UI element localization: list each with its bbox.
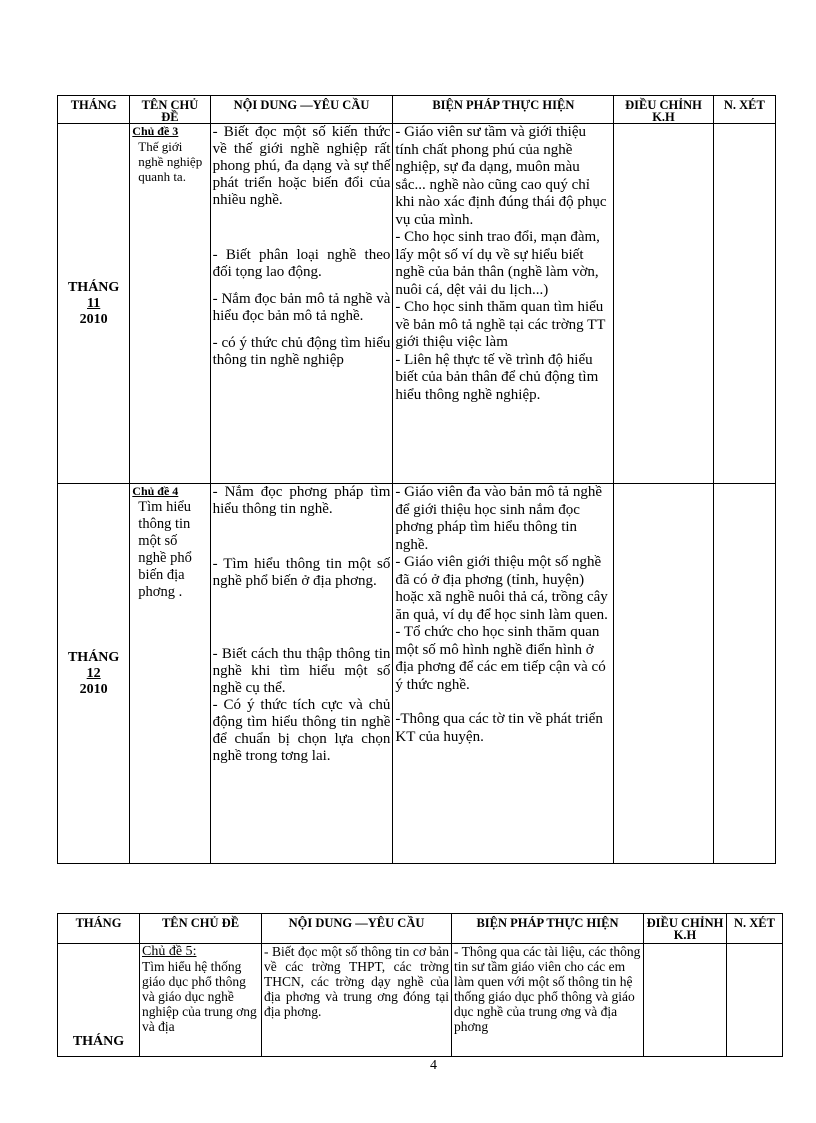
measure-item: - Giáo viên đa vào bản mô tả nghề để giới thiệu học sinh nắm đọc phơng pháp tìm hiểu thông tin nghề. <box>395 484 602 553</box>
review-cell <box>727 944 783 1057</box>
header-topic: TÊN CHỦ ĐỀ <box>140 914 262 944</box>
header-review: N. XÉT <box>727 914 783 944</box>
month-number: 12 <box>86 665 101 681</box>
measure-item: - Cho học sinh thăm quan tìm hiểu về bản mô tả nghề tại các trờng TT giới thiệu việc làm <box>395 299 606 350</box>
topic-title: Chủ đề 4 <box>132 484 179 498</box>
measures-cell <box>452 944 644 1057</box>
adjust-cell <box>614 124 713 484</box>
year: 2010 <box>79 681 108 697</box>
topic-name: Thế giới nghề nghiệp quanh ta. <box>138 139 203 184</box>
measures-cell <box>393 124 614 484</box>
measure-item: - Cho học sinh trao đổi, mạn đàm, lấy một số ví dụ về sự hiểu biết nghề của bản thân (nghề làm vờn, nuôi cá, dệt vải du lịch...) <box>395 229 600 298</box>
month-cell <box>58 124 130 484</box>
year: 2010 <box>79 311 108 327</box>
content-item: - Tìm hiểu thông tin một số nghề phổ biến ở địa phơng. <box>212 556 391 589</box>
topic-title: Chủ đề 3 <box>132 124 179 138</box>
content-item: - Biết đọc một số thông tin cơ bản về các trờng THPT, các trờng THCN, các trờng dạy nghề của địa phơng và trung ơng đóng tại địa phơng. <box>264 944 449 1019</box>
header-measures: BIỆN PHÁP THỰC HIỆN <box>393 96 614 124</box>
review-cell <box>713 484 775 864</box>
content-cell <box>210 484 393 864</box>
measure-item: - Tổ chức cho học sinh thăm quan một số mô hình nghề điển hình ở địa phơng để các em tiếp cận và có ý thức nghề. <box>395 624 606 693</box>
header-month: THÁNG <box>58 914 140 944</box>
header-adjust: ĐIỀU CHỈNH K.H <box>644 914 727 944</box>
table-row <box>58 944 783 1057</box>
content-item: - Nắm đọc bản mô tả nghề và hiểu đọc bản mô tả nghề. <box>212 291 391 324</box>
header-adjust: ĐIỀU CHỈNH K.H <box>614 96 713 124</box>
topic-title: Chủ đề 5: <box>142 944 197 959</box>
page-number: 4 <box>430 1058 437 1073</box>
header-content: NỘI DUNG —YÊU CẦU <box>210 96 393 124</box>
table-header-row <box>58 96 776 124</box>
table-header-row <box>58 914 783 944</box>
header-content: NỘI DUNG —YÊU CẦU <box>262 914 452 944</box>
review-cell <box>713 124 775 484</box>
content-cell <box>210 124 393 484</box>
measure-item: - Thông qua các tài liệu, các thông tin sư tầm giáo viên cho các em làm quen với một số thông tin hệ thống giáo dục phổ thông và giáo dục nghề của trung ơng và địa phơng <box>454 944 641 1034</box>
measure-item: - Giáo viên sư tầm và giới thiệu tính chất phong phú của nghề nghiệp, sự đa dạng, muôn màu sắc... nghề nào cũng cao quý chỉ khi nào xác định đúng thái độ phục vụ của mình. <box>395 124 607 228</box>
topic-cell <box>140 944 262 1057</box>
topic-cell <box>130 484 210 864</box>
content-cell <box>262 944 452 1057</box>
month-label: THÁNG <box>72 1034 125 1049</box>
table-row <box>58 124 776 484</box>
month-cell <box>58 484 130 864</box>
measure-item: -Thông qua các tờ tin về phát triển KT của huyện. <box>395 711 603 745</box>
content-item: - Có ý thức tích cực và chủ động tìm hiểu thông tin nghề để chuẩn bị chọn lựa chọn nghề trong tơng lai. <box>212 697 391 764</box>
header-review: N. XÉT <box>713 96 775 124</box>
content-item: - Biết đọc một số kiến thức về thế giới nghề nghiệp rất phong phú, đa dạng và sự thế phát triển hoặc biến đổi của nhiều nghề. <box>212 124 391 208</box>
measure-item: - Giáo viên giới thiệu một số nghề đã có ở địa phơng (tỉnh, huyện) hoặc xã nghề nuôi thả cá, trồng cây ăn quả, ví dụ để học sinh làm quen. <box>395 554 608 623</box>
topic-cell <box>130 124 210 484</box>
measure-item: - Liên hệ thực tế về trình độ hiểu biết của bản thân để chủ động tìm hiểu thông nghề nghiệp. <box>395 351 599 403</box>
content-item: - Biết phân loại nghề theo đối tọng lao động. <box>212 247 391 280</box>
month-cell <box>58 944 140 1057</box>
plan-table-2 <box>57 913 783 1057</box>
table-row <box>58 484 776 864</box>
measures-cell <box>393 484 614 864</box>
topic-name: Tìm hiểu thông tin một số nghề phổ biến địa phơng . <box>138 499 192 600</box>
header-topic: TÊN CHỦ ĐỀ <box>130 96 210 124</box>
month-number: 11 <box>87 295 101 311</box>
adjust-cell <box>644 944 727 1057</box>
plan-table-1 <box>57 95 776 864</box>
month-label: THÁNG <box>67 279 120 295</box>
content-item: - Nắm đọc phơng pháp tìm hiểu thông tin nghề. <box>212 484 391 517</box>
header-measures: BIỆN PHÁP THỰC HIỆN <box>452 914 644 944</box>
month-label: THÁNG <box>67 649 120 665</box>
content-item: - có ý thức chủ động tìm hiểu thông tin nghề nghiệp <box>212 335 391 368</box>
header-month: THÁNG <box>58 96 130 124</box>
topic-name: Tìm hiểu hệ thống giáo dục phổ thông và giáo dục nghề nghiệp của trung ơng và địa <box>142 959 257 1034</box>
content-item: - Biết cách thu thập thông tin nghề khi tìm hiểu một số nghề cụ thể. <box>212 646 391 696</box>
adjust-cell <box>614 484 713 864</box>
